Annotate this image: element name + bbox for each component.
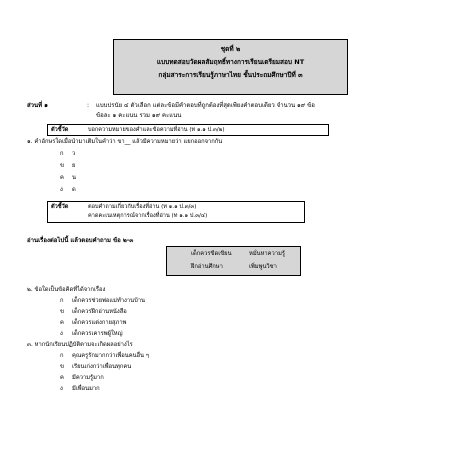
q1-option-b[interactable] [60,162,75,171]
q3-option-d[interactable] [60,385,100,394]
indicator-line1: ตอบคำถามเกี่ยวกับเรื่องที่อ่าน (ท ๑.๑ ป.๓/๓) [88,204,197,210]
option-number: ค [60,320,64,326]
option-text: ด [72,187,76,193]
option-number: ข [60,364,64,370]
poem-box [166,246,301,276]
indicator-label: ตัวชี้วัด [51,127,69,133]
option-text: มีความรู้มาก [72,375,104,381]
set-number: ชุดที่ ๒ [220,45,241,53]
option-number: ค [60,175,64,181]
part1-label: ส่วนที่ ๑ [27,102,48,109]
part1-line1: แบบปรนัย ๔ ตัวเลือก แต่ละข้อมีคำตอบที่ถูกต้องที่สุดเพียงคำตอบเดียว จำนวน ๑๙ ข้อ [96,102,315,109]
option-number: ง [60,331,63,337]
option-number: ข [60,163,64,169]
q2-option-c[interactable] [60,319,126,328]
option-text: มีเพื่อนมาก [72,386,100,392]
option-text: ย [72,163,76,169]
option-number: ก [60,353,64,359]
option-text: เด็กควรเคารพผู้ใหญ่ [72,331,123,337]
q3-option-b[interactable] [60,363,131,372]
part1-text [96,101,436,121]
option-number: ค [60,375,64,381]
indicator-label: ตัวชี้วัด [51,204,69,210]
indicator-text [88,203,207,221]
poem-line1-b: หมั่นหาความรู้ [249,251,286,257]
q1-option-d[interactable] [60,186,76,195]
poem-line2-b: เพิ่มพูนวิชา [249,264,277,270]
subject-title: กลุ่มสาระการเรียนรู้ภาษาไทย ชั้นประถมศึกษาปีที่ ๓ [158,71,303,79]
option-text: เด็กควรช่วยพ่อแม่ทำงานบ้าน [72,298,145,304]
option-number: ง [60,386,63,392]
part1-line2: ข้อละ ๑ คะแนน รวม ๑๙ คะแนน [96,112,182,119]
option-number: ง [60,187,63,193]
option-text: เด็กควรแต่งกายสุภาพ [72,320,127,326]
part1-colon: : [87,102,90,109]
q1-option-a[interactable] [60,150,75,159]
indicator-line2: คาดคะเนเหตุการณ์จากเรื่องที่อ่าน (ท ๑.๑ ป.๓/๔) [88,213,208,219]
option-text: เรียนเก่งกว่าเพื่อนทุกคน [72,364,132,370]
q2-option-b[interactable] [60,308,127,317]
test-title: แบบทดสอบวัดผลสัมฤทธิ์ทางการเรียนเตรียมสอบ NT [156,58,305,66]
option-number: ก [60,298,64,304]
indicator-text: บอกความหมายของคำและข้อความที่อ่าน (ท ๑.๑ ป.๓/๒) [88,127,225,133]
option-text: คุณครูรักมากกว่าเพื่อนคนอื่น ๆ [72,353,149,359]
poem-line1-a: เด็กควรขีดเขียน [191,251,232,257]
poem-line2-a: ฝึกอ่านศึกษา [191,264,223,270]
option-text: ว [72,151,76,157]
indicator-box-1 [47,124,329,136]
q2-option-a[interactable] [60,297,145,306]
reading-instruction: อ่านเรื่องต่อไปนี้ แล้วตอบคำถาม ข้อ ๒-๓ [27,237,134,244]
q2-option-d[interactable] [60,330,123,339]
question-2: ๒. ข้อใดเป็นข้อคิดที่ได้จากเรื่อง [27,287,106,293]
option-number: ก [60,151,64,157]
option-number: ข [60,309,64,315]
question-1: ๑. คำอักษรใดเมื่อนำมาเติมในคำว่า ขา__ แล้วมีความหมายว่า แยกออกจากกัน [27,139,223,145]
option-text: เด็กควรฝึกอ่านหนังสือ [72,309,127,315]
question-3: ๓. หากนักเรียนปฏิบัติตามจะเกิดผลอย่างไร [27,342,133,348]
header-box [113,39,348,95]
q1-option-c[interactable] [60,174,76,183]
option-text: น [72,175,76,181]
indicator-box-2 [47,201,305,223]
q3-option-c[interactable] [60,374,104,383]
q3-option-a[interactable] [60,352,149,361]
